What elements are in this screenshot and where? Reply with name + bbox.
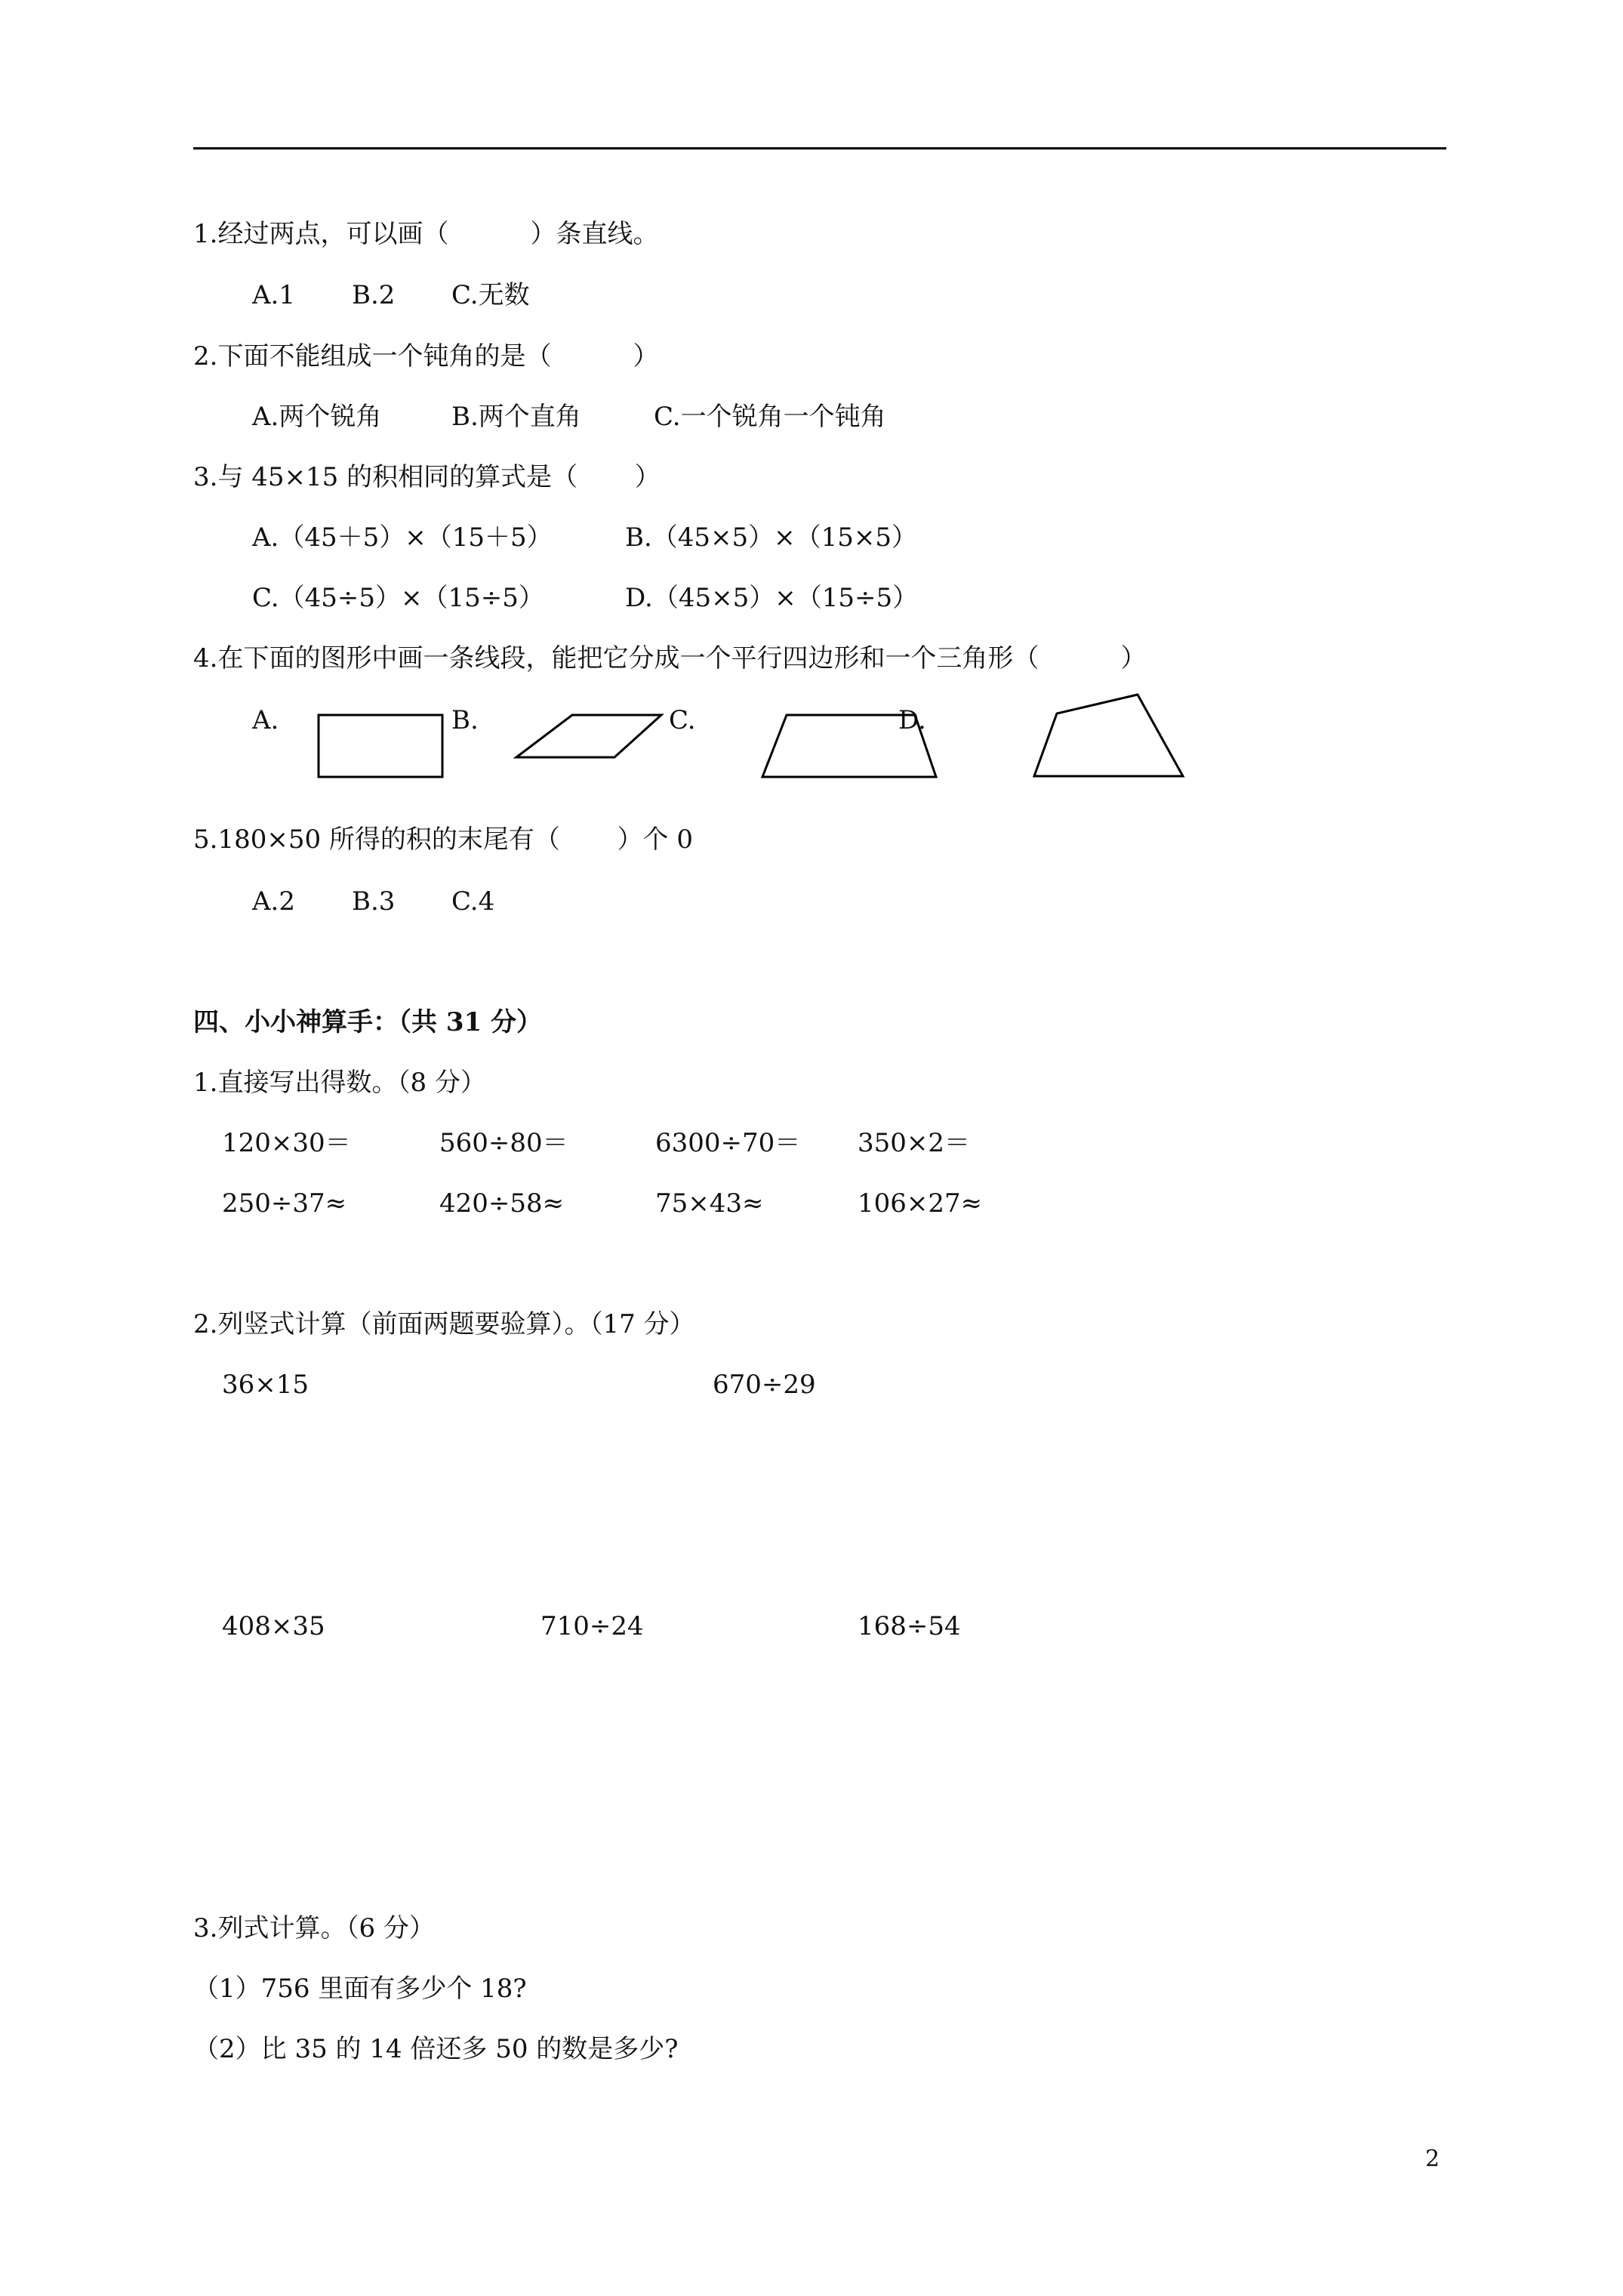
oral-calc-item: 106×27≈ xyxy=(858,1188,983,1219)
header-rule xyxy=(193,147,1446,149)
q4-option-b: B. xyxy=(451,705,479,735)
vertical-calc-item: 168÷54 xyxy=(858,1611,961,1641)
q5-option-a: A.2 xyxy=(252,886,295,917)
word-calc-item: （2）比 35 的 14 倍还多 50 的数是多少? xyxy=(193,2034,679,2064)
q1-option-a: A.1 xyxy=(252,280,295,310)
oral-calc-item: 75×43≈ xyxy=(655,1188,764,1219)
vertical-calc-item: 670÷29 xyxy=(713,1370,816,1400)
q1-option-c: C.无数 xyxy=(451,280,530,310)
q3-option-a: A.（45＋5）×（15＋5） xyxy=(252,522,553,553)
q2-option-a: A.两个锐角 xyxy=(252,402,382,432)
q5-option-b: B.3 xyxy=(352,886,396,917)
q1-stem: 1.经过两点，可以画（ ）条直线。 xyxy=(193,219,659,249)
page-number: 2 xyxy=(1425,2146,1440,2172)
oral-calc-item: 560÷80＝ xyxy=(439,1128,568,1158)
part-2-title: 2.列竖式计算（前面两题要验算）。（17 分） xyxy=(193,1309,695,1339)
q3-option-b: B.（45×5）×（15×5） xyxy=(625,522,918,553)
parallelogram-shape xyxy=(506,706,679,766)
oral-calc-item: 350×2＝ xyxy=(858,1128,971,1158)
oral-calc-item: 6300÷70＝ xyxy=(655,1128,801,1158)
q3-option-d: D.（45×5）×（15÷5） xyxy=(625,583,919,613)
q3-stem: 3.与 45×15 的积相同的算式是（ ） xyxy=(193,462,661,492)
quadrilateral-shape xyxy=(1027,687,1193,781)
vertical-calc-item: 36×15 xyxy=(222,1370,310,1400)
trapezoid-shape xyxy=(755,706,944,781)
oral-calc-item: 250÷37≈ xyxy=(222,1188,347,1219)
part-3-title: 3.列式计算。（6 分） xyxy=(193,1913,435,1943)
part-1-title: 1.直接写出得数。（8 分） xyxy=(193,1068,486,1098)
q4-option-a: A. xyxy=(252,705,279,735)
oral-calc-item: 120×30＝ xyxy=(222,1128,351,1158)
section-4-title: 四、小小神算手：（共 31 分） xyxy=(193,1007,542,1037)
vertical-calc-item: 710÷24 xyxy=(540,1611,644,1641)
q2-option-b: B.两个直角 xyxy=(451,402,581,432)
q5-option-c: C.4 xyxy=(451,886,495,917)
q1-option-b: B.2 xyxy=(352,280,396,310)
oral-calc-item: 420÷58≈ xyxy=(439,1188,565,1219)
rectangle-shape xyxy=(310,706,453,781)
word-calc-item: （1）756 里面有多少个 18? xyxy=(193,1974,527,2004)
q5-stem: 5.180×50 所得的积的末尾有（ ）个 0 xyxy=(193,824,693,855)
q4-option-d: D. xyxy=(898,705,926,735)
q4-stem: 4.在下面的图形中画一条线段，能把它分成一个平行四边形和一个三角形（ ） xyxy=(193,643,1147,673)
q2-stem: 2.下面不能组成一个钝角的是（ ） xyxy=(193,341,659,371)
q3-option-c: C.（45÷5）×（15÷5） xyxy=(252,583,544,613)
q4-option-c: C. xyxy=(669,705,696,735)
q2-option-c: C.一个锐角一个钝角 xyxy=(654,402,886,432)
vertical-calc-item: 408×35 xyxy=(222,1611,325,1641)
